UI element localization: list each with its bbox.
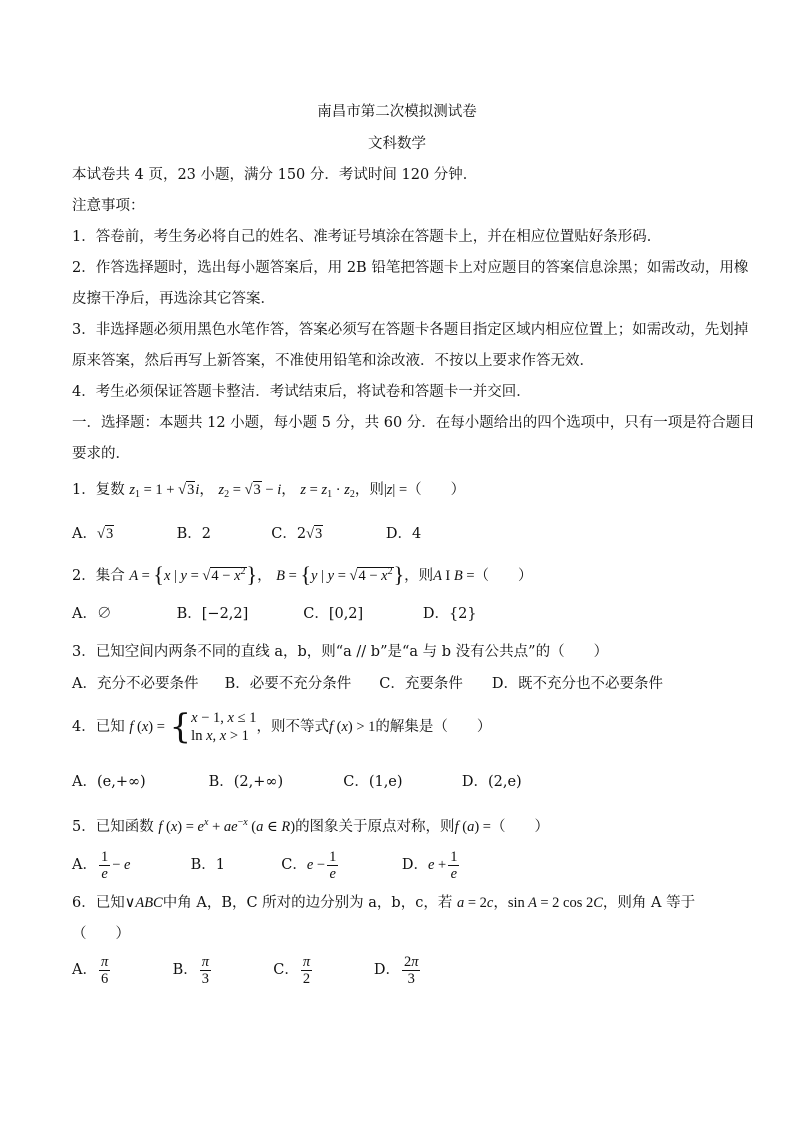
option-c: C． $\frac{\pi}{2}$ (273, 953, 311, 987)
option-c: C．e − $\frac{1}{e}$ (281, 848, 337, 882)
option-a: A． $\frac{1}{e}$ − e (72, 848, 131, 882)
section-heading-cont: 要求的． (72, 446, 130, 462)
option-b: B．2 (176, 526, 211, 542)
notice-heading: 注意事项： (72, 198, 145, 214)
option-d: D．4 (385, 526, 422, 542)
notice-item: 3．非选择题必须用黑色水笔作答，答案必须写在答题卡各题目指定区域内相应位置上；如需改动，先划掉 (72, 322, 749, 338)
notice-item: 原来答案，然后再写上新答案，不准使用铅笔和涂改液．不按以上要求作答无效． (72, 353, 594, 369)
question-5: 5．已知函数 f $(x) = e^x + ae^{-x}$ (a ∈ R)的图象关于原点对称，则f (a) =（ ） (72, 817, 549, 835)
question-6-bracket: （ ） (72, 926, 130, 942)
notice-item: 1．答卷前，考生务必将自己的姓名、准考证号填涂在答题卡上，并在相应位置贴好条形码． (72, 229, 662, 245)
option-d: D．e + $\frac{1}{e}$ (401, 848, 458, 882)
option-b: B．[−2,2] (176, 606, 249, 622)
notice-item: 2．作答选择题时，选出每小题答案后，用 2B 铅笔把答题卡上对应题目的答案信息涂黑；如需改动，用橡 (72, 260, 749, 276)
option-c: C．2√3 (271, 526, 323, 542)
question-4: 4．已知 f (x) = {x − 1, x ≤ 1 ln x, x > 1，则不等式f (x) > 1的解集是（ ） (72, 707, 492, 747)
option-a: A．∅ (72, 606, 112, 622)
notice-item: 皮擦干净后，再选涂其它答案． (72, 291, 275, 307)
page-subtitle: 文科数学 (368, 136, 426, 152)
option-b: B．(2,+∞) (208, 774, 284, 790)
question-3: 3．已知空间内两条不同的直线 a，b，则“a // b”是“a 与 b 没有公共点”的（ ） (72, 644, 609, 660)
option-a: A． $\frac{\pi}{6}$ (72, 953, 109, 987)
option-c: C．[0,2] (303, 606, 364, 622)
option-d: D．既不充分也不必要条件 (491, 676, 663, 692)
page-title: 南昌市第二次模拟测试卷 (317, 104, 477, 120)
question-3-options (72, 674, 724, 694)
option-c: C．充要条件 (379, 676, 463, 692)
option-a: A．充分不必要条件 (72, 676, 199, 692)
option-d: D． $\frac{2\pi}{3}$ (373, 953, 419, 987)
question-1: 1．复数 $z_1 = 1 + √3i$， $z_2 = √3 - i$， $z = z_1 \cdot z_2$，则|z| =（ ） (72, 482, 466, 500)
exam-intro: 本试卷共 4 页，23 小题，满分 150 分．考试时间 120 分钟． (72, 167, 478, 183)
question-2-options (72, 604, 724, 624)
option-d: D．(2,e) (461, 774, 522, 790)
notice-item: 4．考生必须保证答题卡整洁．考试结束后，将试卷和答题卡一并交回． (72, 384, 531, 400)
option-b: B．必要不充分条件 (224, 676, 352, 692)
option-c: C．(1,e) (343, 774, 403, 790)
question-6-options (72, 952, 724, 988)
option-b: B．1 (190, 857, 225, 873)
section-heading: 一．选择题：本题共 12 小题，每小题 5 分，共 60 分．在每小题给出的四个选项中，只有一项是符合题目 (72, 415, 755, 431)
question-2: 2．集合 A = {x | $y = √4 - x^2$}， B = {y | $y = √4 - x^2$}，则A I B =（ ） (72, 562, 533, 587)
option-a: A．√3 (72, 526, 114, 542)
question-4-options (72, 772, 724, 792)
question-6: 6．已知∨ABC中角 A，B，C 所对的边分别为 a，b，c，若 a = 2c，sin A = 2 cos 2C，则角 A 等于 (72, 895, 696, 911)
question-1-options (72, 524, 724, 544)
option-a: A．(e,+∞) (72, 774, 146, 790)
option-d: D．{2} (422, 606, 477, 622)
option-b: B． $\frac{\pi}{3}$ (172, 953, 210, 987)
question-5-options (72, 848, 724, 882)
